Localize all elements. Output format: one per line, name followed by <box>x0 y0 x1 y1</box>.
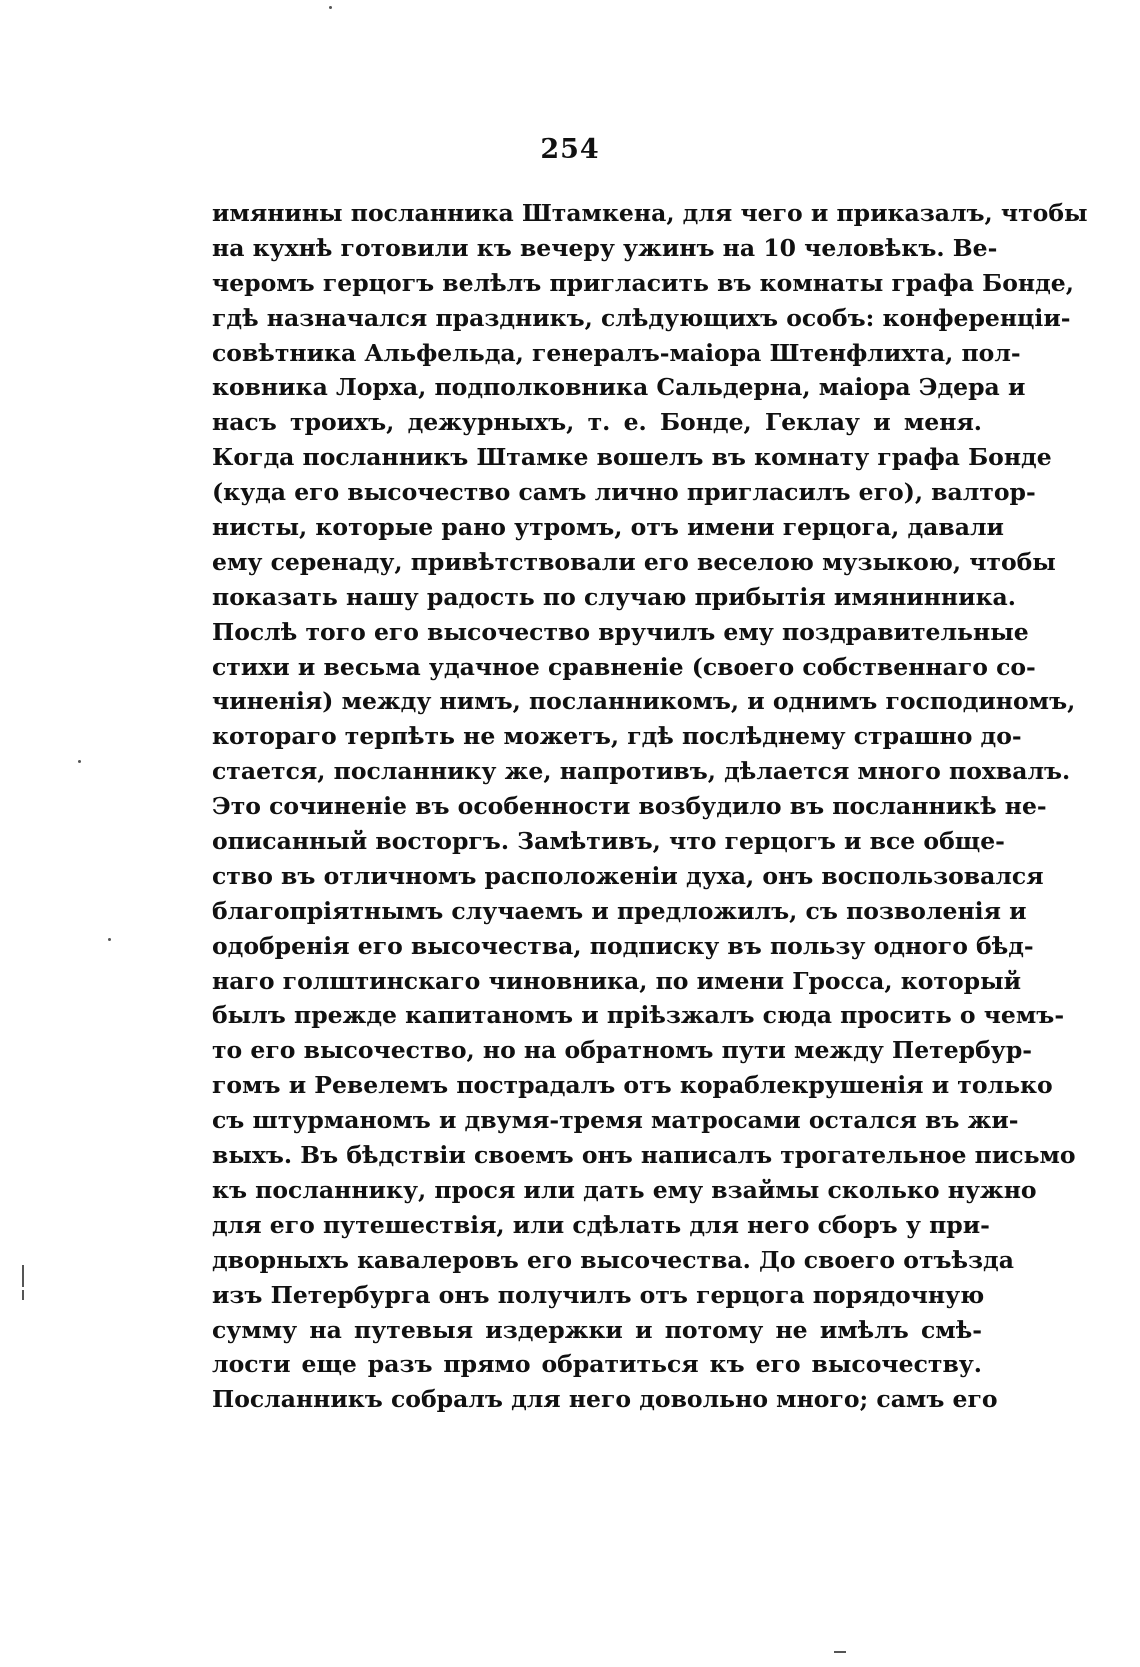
text-line: выхъ. Въ бѣдствіи своемъ онъ написалъ трогательное письмо <box>212 1141 1076 1170</box>
text-line: насъ троихъ, дежурныхъ, т. е. Бонде, Геклау и меня. <box>212 408 982 437</box>
text-line: гдѣ назначался праздникъ, слѣдующихъ особъ: конференціи- <box>212 303 1071 332</box>
text-line: имянины посланника Штамкена, для чего и приказалъ, чтобы <box>212 199 1088 227</box>
text-line: наго голштинскаго чиновника, по имени Гросса, который <box>212 966 1022 995</box>
text-line: гомъ и Ревелемъ пострадалъ отъ кораблекрушенія и только <box>212 1071 1053 1100</box>
text-line: изъ Петербурга онъ получилъ отъ герцога порядочную <box>212 1280 985 1309</box>
text-line: ство въ отличномъ расположеніи духа, онъ воспользовался <box>212 861 1044 890</box>
text-line: котораго терпѣть не можетъ, гдѣ послѣднему страшно до- <box>212 722 1022 751</box>
text-line: ему серенаду, привѣтствовали его веселою музыкою, чтобы <box>212 547 1056 576</box>
text-line: нисты, которые рано утромъ, отъ имени герцога, давали <box>212 513 1004 542</box>
body-text <box>212 196 1088 1417</box>
text-line: ковника Лорха, подполковника Сальдерна, маіора Эдера и <box>212 373 1026 402</box>
text-line: стается, посланнику же, напротивъ, дѣлается много похвалъ. <box>212 757 1071 786</box>
text-line: стихи и весьма удачное сравненіе (своего собственнаго со- <box>212 652 1036 681</box>
text-line: лости еще разъ прямо обратиться къ его высочеству. <box>212 1350 982 1379</box>
scan-speck <box>108 938 111 941</box>
text-line: Послѣ того его высочество вручилъ ему поздравительные <box>212 617 1029 646</box>
scan-speck <box>78 760 81 763</box>
text-line: Когда посланникъ Штамке вошелъ въ комнату графа Бонде <box>212 443 1052 472</box>
text-line: описанный восторгъ. Замѣтивъ, что герцогъ и все обще- <box>212 827 1005 856</box>
scan-margin-mark <box>22 1265 24 1287</box>
text-line: то его высочество, но на обратномъ пути между Петербур- <box>212 1036 1032 1065</box>
text-line: чиненія) между нимъ, посланникомъ, и однимъ господиномъ, <box>212 687 1076 716</box>
text-line: къ посланнику, прося или дать ему взаймы сколько нужно <box>212 1175 1037 1204</box>
text-line: былъ прежде капитаномъ и пріѣзжалъ сюда просить о чемъ- <box>212 1001 1065 1030</box>
text-line: совѣтника Альфельда, генералъ-маіора Штенфлихта, пол- <box>212 338 1021 367</box>
text-line: одобренія его высочества, подписку въ пользу одного бѣд- <box>212 931 1034 960</box>
scan-speck <box>834 1651 846 1653</box>
text-line: дворныхъ кавалеровъ его высочества. До своего отъѣзда <box>212 1245 1014 1274</box>
text-line: сумму на путевыя издержки и потому не имѣлъ смѣ- <box>212 1315 982 1344</box>
text-line: съ штурманомъ и двумя-тремя матросами остался въ жи- <box>212 1106 1019 1135</box>
text-line: Посланникъ собралъ для него довольно много; самъ его <box>212 1385 998 1414</box>
page-number: 254 <box>540 134 600 165</box>
text-line: для его путешествія, или сдѣлать для него сборъ у при- <box>212 1210 990 1239</box>
text-line: (куда его высочество самъ лично пригласилъ его), валтор- <box>212 478 1036 507</box>
text-line: на кухнѣ готовили къ вечеру ужинъ на 10 человѣкъ. Ве- <box>212 233 998 262</box>
text-line: показать нашу радость по случаю прибытія имянинника. <box>212 582 1016 611</box>
text-line: благопріятнымъ случаемъ и предложилъ, съ позволенія и <box>212 896 1027 925</box>
text-line: Это сочиненіе въ особенности возбудило въ посланникѣ не- <box>212 792 1047 821</box>
text-line: черомъ герцогъ велѣлъ пригласить въ комнаты графа Бонде, <box>212 268 1074 297</box>
scan-margin-mark <box>22 1290 24 1300</box>
scan-speck <box>329 6 332 9</box>
